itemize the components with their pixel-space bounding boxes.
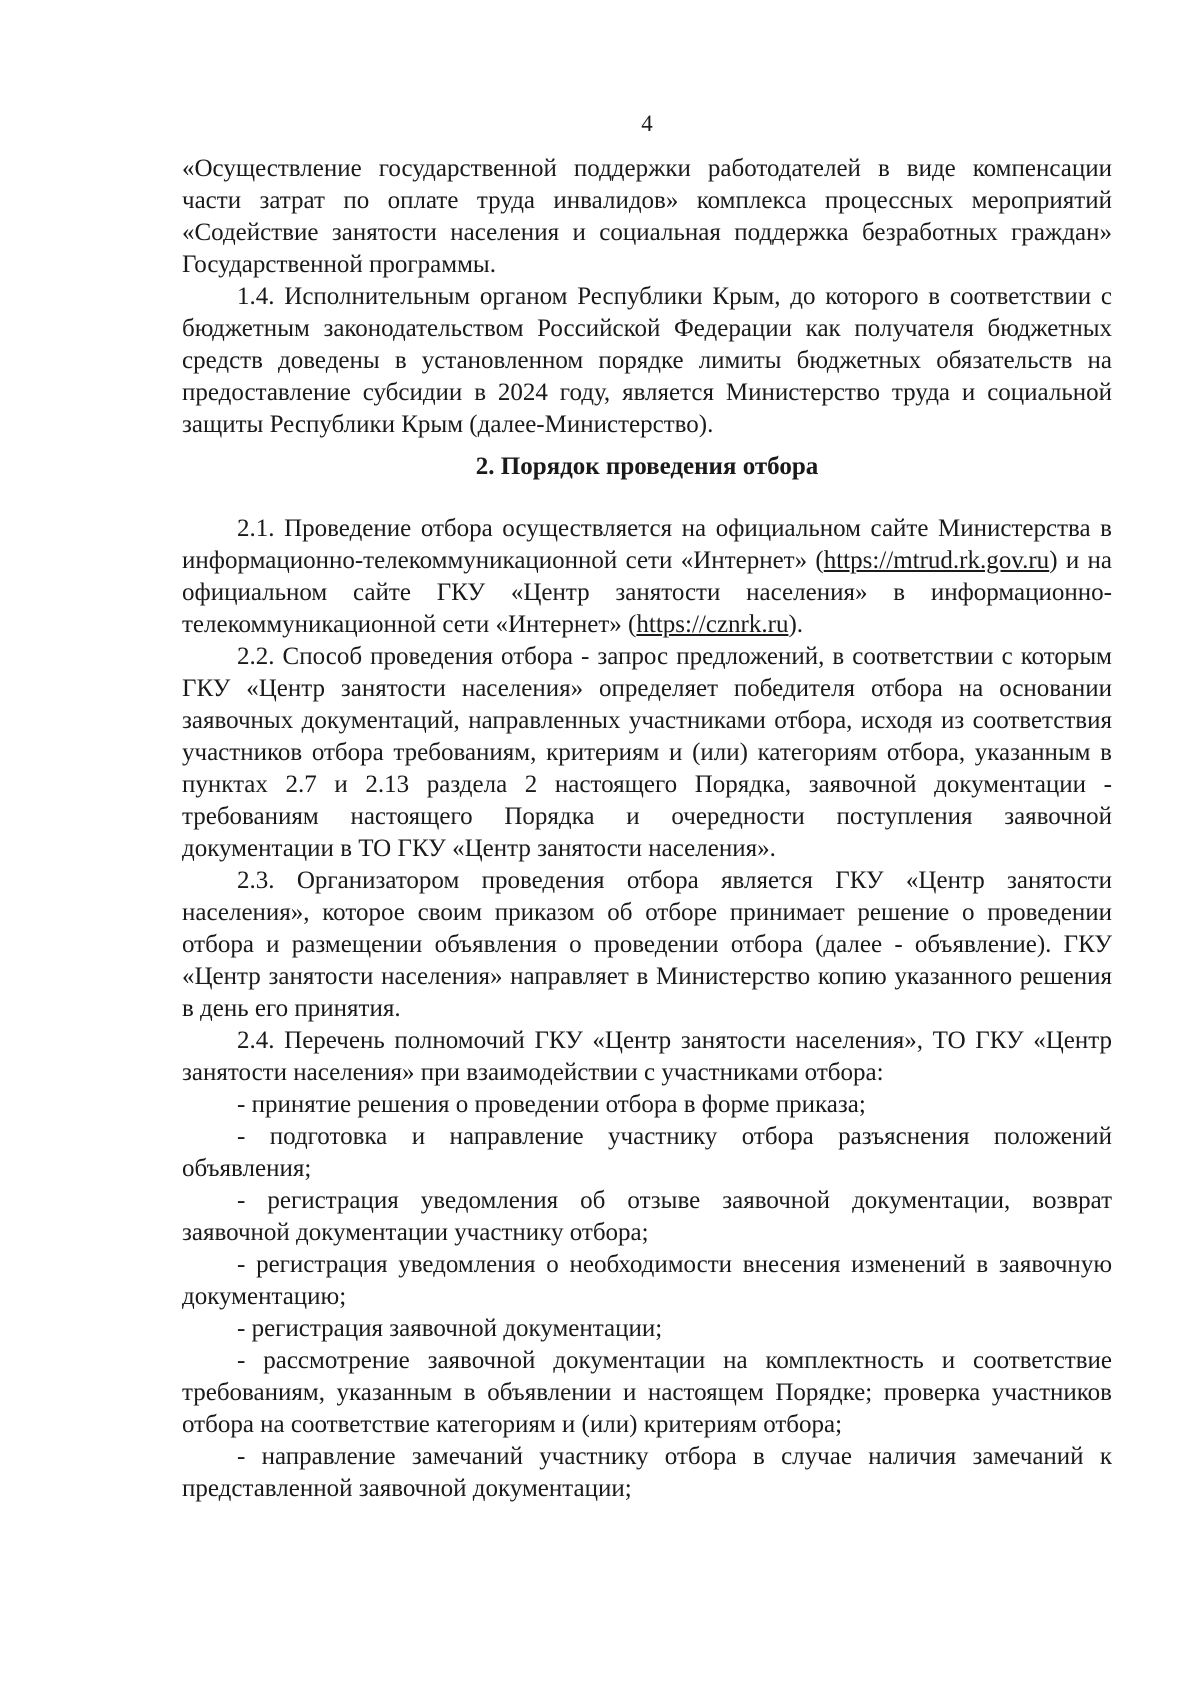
list-item: - регистрация уведомления о необходимости внесения изменений в заявочную документацию;: [182, 1251, 1112, 1310]
cznrk-link[interactable]: https://cznrk.ru: [636, 611, 789, 638]
paragraph-2-1-text-a: 2.1. Проведение отбора осуществляется на официальном сайте Министерства в информационно-телекоммуникационной сети «Интернет» (: [182, 515, 1112, 574]
list-item: - регистрация заявочной документации;: [237, 1315, 663, 1342]
paragraph-2-2: 2.2. Способ проведения отбора - запрос предложений, в соответствии с которым ГКУ «Центр занятости населения» определяет победителя отбора на основании заявочных документаций, направленных участниками отбора, исходя из соответствия участников отбора требованиям, критериям и (или) категориям отбора, указанным в пунктах 2.7 и 2.13 раздела 2 настоящего Порядка, заявочной документации - требованиям настоящего Порядка и очередности поступления заявочной документации в ТО ГКУ «Центр занятости населения».: [182, 643, 1112, 862]
paragraph-2-3: 2.3. Организатором проведения отбора является ГКУ «Центр занятости населения», которое своим приказом об отборе принимает решение о проведении отбора и размещении объявления о проведении отбора (далее - объявление). ГКУ «Центр занятости населения» направляет в Министерство копию указанного решения в день его принятия.: [182, 867, 1112, 1022]
list-item: - направление замечаний участнику отбора в случае наличия замечаний к представленной заявочной документации;: [182, 1443, 1112, 1502]
paragraph-2-1-text-c: ).: [788, 611, 804, 638]
section-heading: 2. Порядок проведения отбора: [475, 453, 819, 480]
mtrud-link[interactable]: https://mtrud.rk.gov.ru: [823, 547, 1050, 574]
list-item: - принятие решения о проведении отбора в форме приказа;: [237, 1091, 866, 1118]
paragraph-2-1-text-b: ) и на официальном сайте ГКУ «Центр занятости населения» в информационно-телекоммуникационной сети «Интернет» (: [182, 547, 1112, 638]
paragraph-1-4: 1.4. Исполнительным органом Республики Крым, до которого в соответствии с бюджетным законодательством Российской Федерации как получателя бюджетных средств доведены в установленном порядке лимиты бюджетных обязательств на предоставление субсидии в 2024 году, является Министерство труда и социальной защиты Республики Крым (далее-Министерство).: [182, 283, 1112, 438]
paragraph-continuation: «Осуществление государственной поддержки работодателей в виде компенсации части затрат по оплате труда инвалидов» комплекса процессных мероприятий «Содействие занятости населения и социальная поддержка безработных граждан» Государственной программы.: [182, 155, 1112, 278]
page-number: 4: [641, 111, 653, 136]
list-item: - подготовка и направление участнику отбора разъяснения положений объявления;: [182, 1123, 1112, 1182]
document-page: [182, 108, 1112, 1505]
list-item: - рассмотрение заявочной документации на комплектность и соответствие требованиям, указанным в объявлении и настоящем Порядке; проверка участников отбора на соответствие категориям и (или) критериям отбора;: [182, 1347, 1112, 1438]
list-item: - регистрация уведомления об отзыве заявочной документации, возврат заявочной документации участнику отбора;: [182, 1187, 1112, 1246]
paragraph-2-1: [182, 513, 1112, 641]
paragraph-2-4: 2.4. Перечень полномочий ГКУ «Центр занятости населения», ТО ГКУ «Центр занятости населения» при взаимодействии с участниками отбора:: [182, 1027, 1112, 1086]
